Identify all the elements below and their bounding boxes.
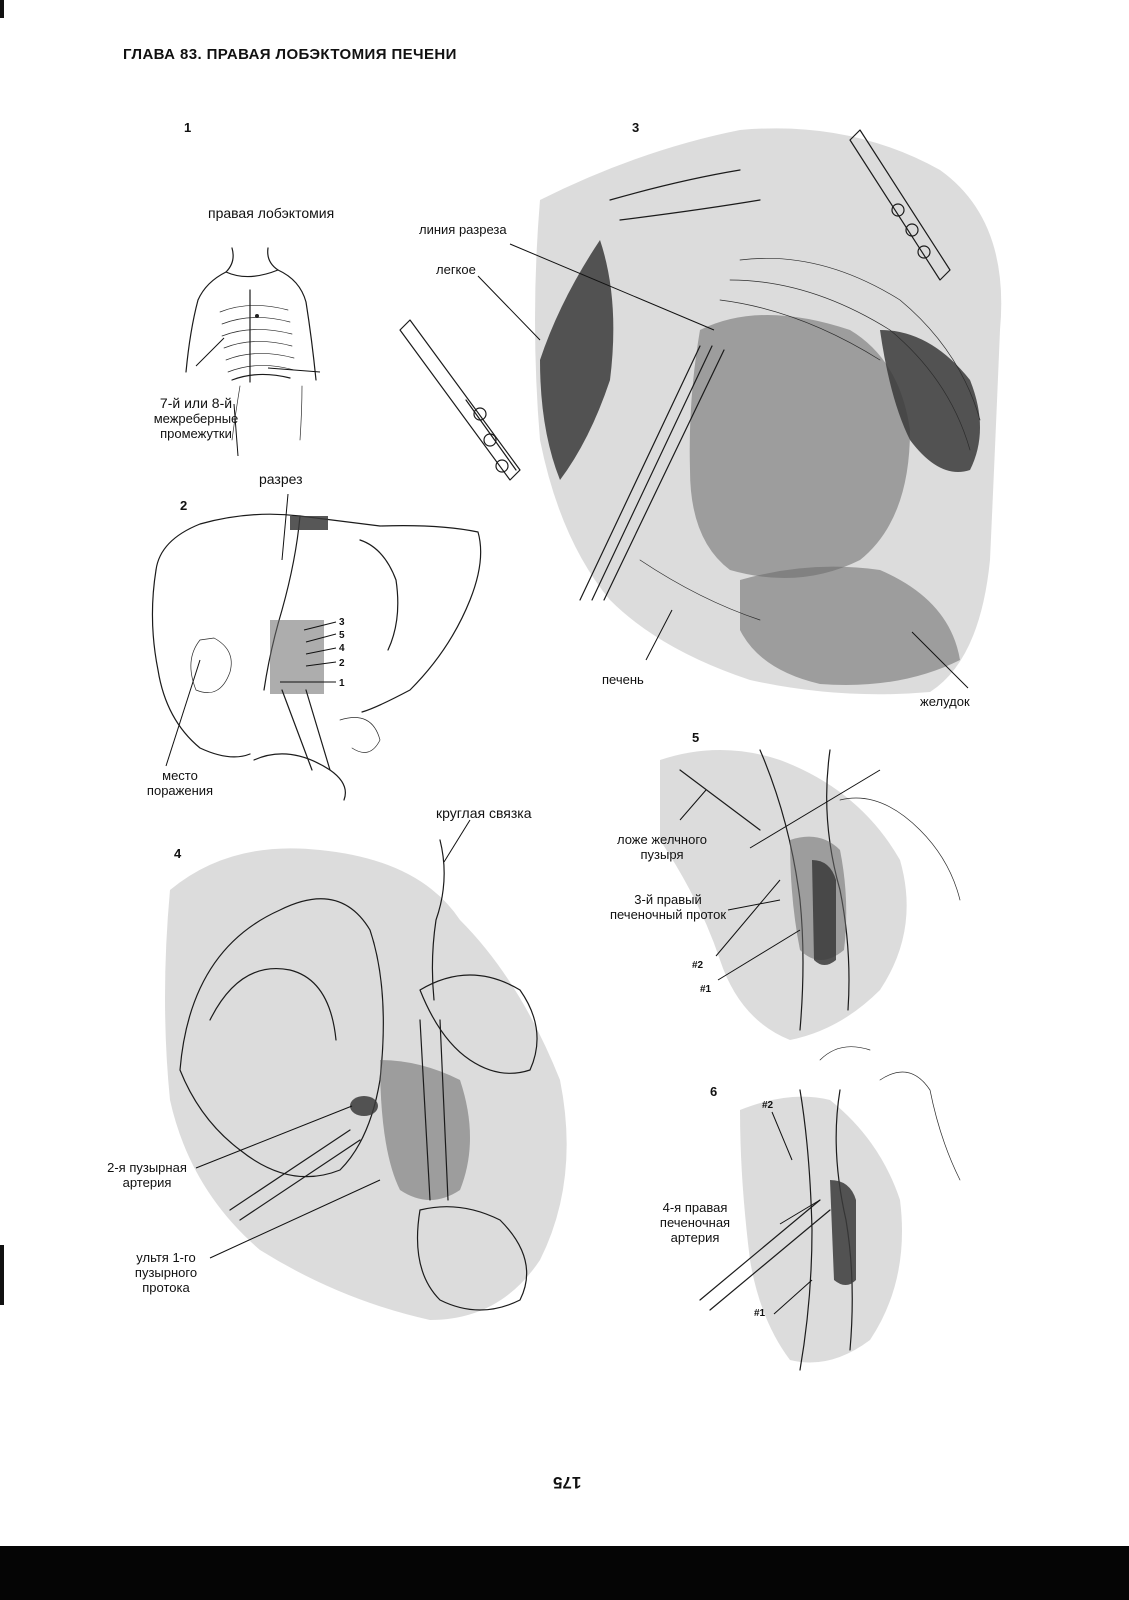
fig1-intercostal-line2: межреберные — [153, 411, 239, 426]
fig3-stomach-label: желудок — [920, 694, 970, 709]
fig5-gallbladder-bed-line2: пузыря — [640, 847, 684, 862]
fig3-cut-line-label: линия разреза — [419, 222, 507, 237]
fig5-hepatic-duct-line1: 3-й правый — [634, 892, 702, 907]
fig2-number-4: 4 — [339, 643, 345, 654]
fig2-number-2: 2 — [339, 658, 345, 669]
fig6-marker-1: #1 — [754, 1308, 766, 1319]
fig4-duct-stump-label — [112, 1250, 220, 1295]
fig6-marker-2: #2 — [762, 1100, 774, 1111]
scan-edge-mark — [0, 0, 4, 18]
scan-edge-mark — [0, 1245, 4, 1305]
fig5-hepatic-duct-label — [598, 892, 738, 922]
fig1-intercostal-label — [136, 396, 256, 441]
fig4-cystic-artery-label — [92, 1160, 202, 1190]
fig3-lung-label: легкое — [436, 262, 476, 277]
fig3-liver-label: печень — [602, 672, 644, 687]
fig5-marker-2: #2 — [692, 960, 704, 971]
figure-2-liver-drawing — [152, 494, 480, 800]
fig4-duct-stump-line2: пузырного — [134, 1265, 198, 1280]
scan-bottom-border — [0, 1546, 1129, 1600]
fig2-lesion-line1: место — [162, 768, 198, 783]
figure-6-number: 6 — [710, 1084, 718, 1099]
fig4-round-ligament-label: круглая связка — [436, 805, 532, 821]
fig4-duct-stump-line3: протока — [142, 1280, 190, 1295]
fig2-lesion-label — [130, 768, 230, 798]
fig5-hepatic-duct-line2: печеночный проток — [609, 907, 727, 922]
fig2-number-5: 5 — [339, 630, 345, 641]
figure-5-number: 5 — [692, 730, 700, 745]
fig2-number-1: 1 — [339, 678, 345, 689]
fig6-hepatic-artery-line3: артерия — [670, 1230, 720, 1245]
page-number: 175 — [553, 1473, 582, 1492]
figure-1-number: 1 — [184, 120, 192, 135]
fig6-hepatic-artery-line1: 4-я правая — [662, 1200, 728, 1215]
figure-3-number: 3 — [632, 120, 640, 135]
fig4-cystic-artery-line2: артерия — [122, 1175, 172, 1190]
fig5-marker-1: #1 — [700, 984, 712, 995]
figure-4-porta-hepatis-drawing — [165, 820, 567, 1320]
fig4-cystic-artery-line1: 2-я пузырная — [107, 1160, 187, 1175]
chapter-heading: ГЛАВА 83. ПРАВАЯ ЛОБЭКТОМИЯ ПЕЧЕНИ — [123, 46, 457, 63]
fig6-hepatic-artery-line2: печеночная — [659, 1215, 731, 1230]
figure-4-number: 4 — [174, 846, 182, 861]
figure-3-surgical-field-drawing — [400, 128, 1001, 694]
fig2-incision-label: разрез — [259, 471, 303, 487]
fig6-hepatic-artery-label — [640, 1200, 750, 1245]
fig1-intercostal-line3: промежутки — [160, 426, 232, 441]
fig2-number-3: 3 — [339, 617, 345, 628]
fig1-intercostal-line1: 7-й или 8-й — [159, 395, 233, 411]
figure-2-number: 2 — [180, 498, 188, 513]
fig2-lesion-line2: поражения — [146, 783, 214, 798]
fig5-gallbladder-bed-line1: ложе желчного — [616, 832, 708, 847]
fig4-duct-stump-line1: ультя 1-го — [136, 1250, 196, 1265]
fig1-title-label: правая лобэктомия — [208, 205, 335, 221]
fig5-gallbladder-bed-label — [596, 832, 728, 862]
